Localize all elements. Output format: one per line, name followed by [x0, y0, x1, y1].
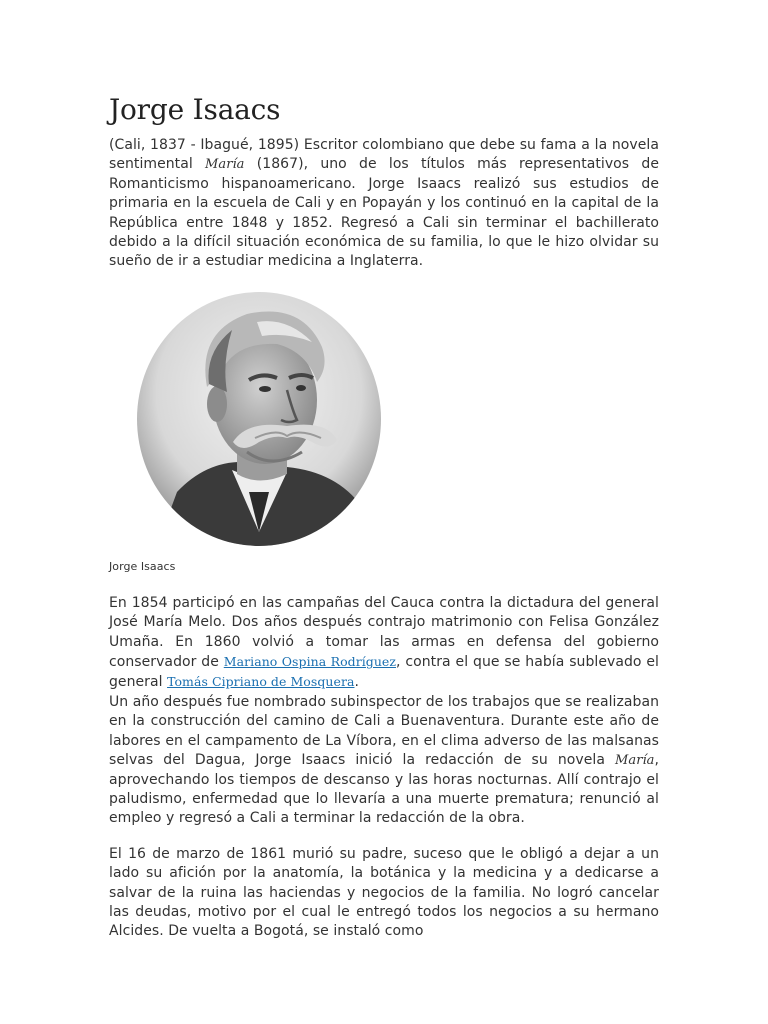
- paragraph-1-text-c: .: [354, 674, 359, 691]
- paragraph-2-text-b: , aprovechando los tiempos de descanso y las horas nocturnas. Allí contrajo el paludismo, enfermedad que lo llevaría a una muerte prematura; renunció al empleo y regresó a Cali a terminar la redacción de la obra.: [109, 752, 659, 827]
- paragraph-2-text-a: Un año después fue nombrado subinspector de los trabajos que se realizaban en la construcción del camino de Cali a Buenaventura. Durante este año de labores en el campamento de La Víbora, en el clima adverso de las malsanas selvas del Dagua, Jorge Isaacs inició la redacción de su novela: [109, 693, 659, 769]
- paragraph-1-text-a: En 1854 participó en las campañas del Cauca contra la dictadura del general José María Melo. Dos años después contrajo matrimonio con Felisa González Umaña. En 1860 volvió a tomar las armas en defensa del gobierno conservador de: [109, 594, 659, 671]
- link-mariano-ospina[interactable]: Mariano Ospina Rodríguez: [223, 654, 397, 670]
- novel-title: María: [615, 753, 655, 769]
- intro-paragraph: [109, 136, 659, 272]
- intro-text-start: (Cali, 1837 - Ibagué, 1895) Escritor colombiano que debe su fama a la novela sentimental: [109, 137, 659, 173]
- biography-paragraph-3: El 16 de marzo de 1861 murió su padre, suceso que le obligó a dejar a un lado su afición por la anatomía, la botánica y la medicina y a dedicarse a salvar de la ruina las haciendas y negocios de la familia. No logró cancelar las deudas, motivo por el cual le entregó todos los negocios a su hermano Alcides. De vuelta a Bogotá, se instaló como: [109, 845, 659, 940]
- page-title: Jorge Isaacs: [109, 93, 281, 126]
- intro-text-end: (1867), uno de los títulos más representativos de Romanticismo hispanoamericano. Jorge Isaacs realizó sus estudios de primaria en la escuela de Cali y en Popayán y los continuó en la capital de la República entre 1848 y 1852. Regresó a Cali sin terminar el bachillerato debido a la difícil situación económica de su familia, lo que le hizo olvidar su sueño de ir a estudiar medicina a Inglaterra.: [109, 156, 659, 270]
- link-tomas-cipriano[interactable]: Tomás Cipriano de Mosquera: [167, 674, 355, 690]
- biography-paragraph-1: [109, 594, 659, 829]
- portrait-caption: Jorge Isaacs: [109, 559, 176, 573]
- paragraph-1-text-b: , contra el que se había sublevado el general: [109, 654, 659, 691]
- portrait-figure: [109, 292, 659, 554]
- novel-title: María: [205, 157, 245, 173]
- portrait-image: [137, 292, 381, 546]
- article: [109, 92, 659, 942]
